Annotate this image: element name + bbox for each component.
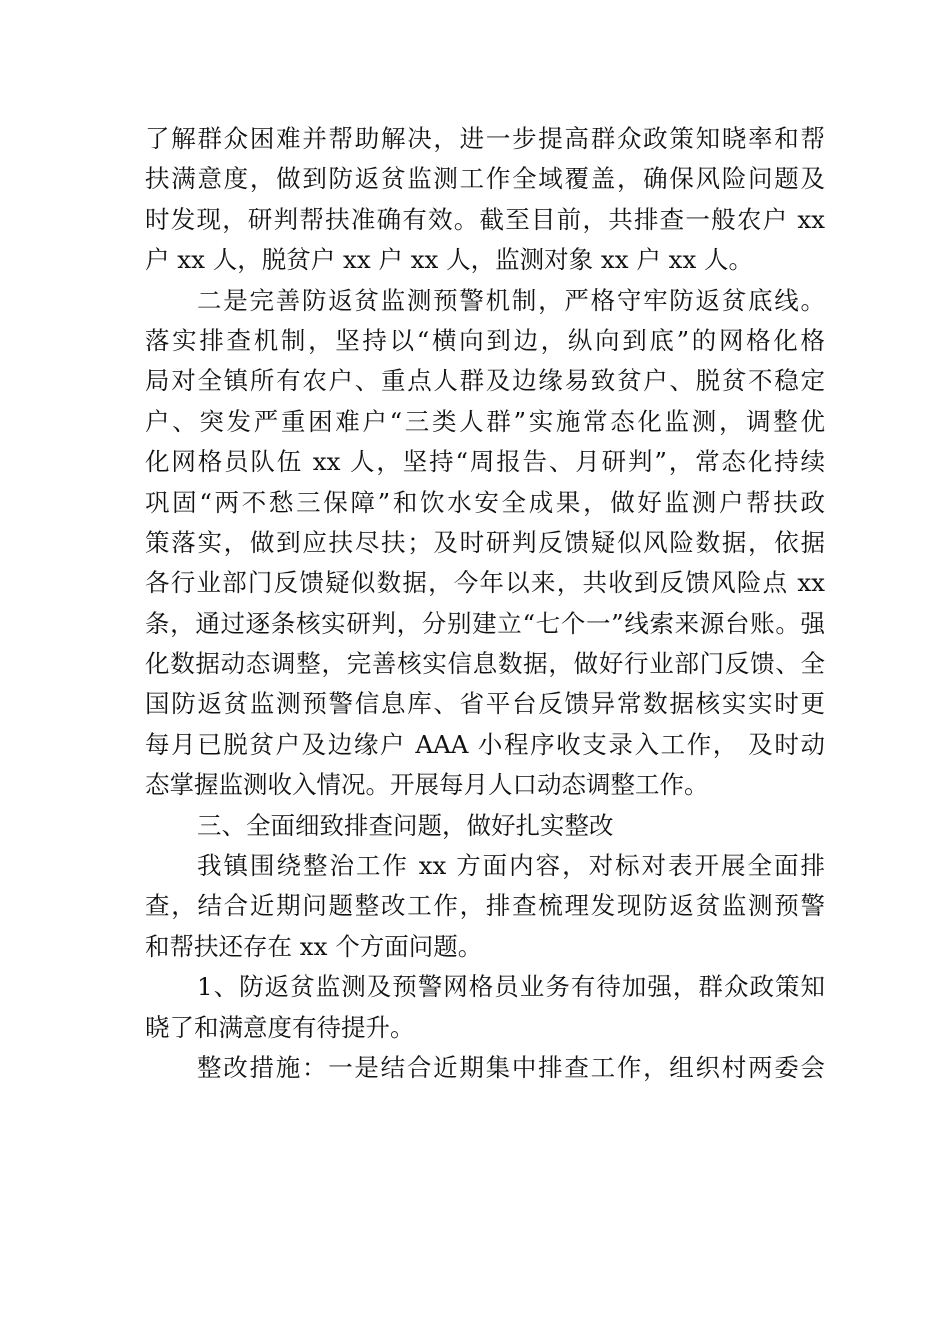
text-line: 1、防返贫监测及预警网格员业务有待加强，群众政策知 bbox=[197, 972, 825, 1002]
text-line: 态掌握监测收入情况。开展每月人口动态调整工作。 bbox=[145, 770, 709, 800]
text-line: 国防返贫监测预警信息库、省平台反馈异常数据核实实时更 bbox=[145, 689, 825, 719]
text-line: 每月已脱贫户及边缘户 AAA 小程序收支录入工作， 及时动 bbox=[145, 729, 825, 759]
document-body bbox=[145, 119, 825, 1088]
text-line: 化数据动态调整，完善核实信息数据，做好行业部门反馈、全 bbox=[145, 649, 825, 679]
text-line: 扶满意度，做到防返贫监测工作全域覆盖，确保风险问题及 bbox=[145, 164, 825, 194]
text-line: 时发现，研判帮扶准确有效。截至目前，共排查一般农户 xx bbox=[145, 204, 825, 234]
text-line: 和帮扶还存在 xx 个方面问题。 bbox=[145, 931, 483, 961]
text-line: 了解群众困难并帮助解决，进一步提高群众政策知晓率和帮 bbox=[145, 124, 825, 153]
text-line: 条，通过逐条核实研判，分别建立“七个一”线索来源台账。强 bbox=[145, 608, 825, 638]
text-line: 户、突发严重困难户“三类人群”实施常态化监测，调整优 bbox=[145, 406, 825, 436]
text-line: 落实排查机制，坚持以“横向到边，纵向到底”的网格化格 bbox=[145, 325, 825, 355]
text-line: 晓了和满意度有待提升。 bbox=[145, 1012, 415, 1042]
text-line: 策落实，做到应扶尽扶；及时研判反馈疑似风险数据，依据 bbox=[145, 527, 825, 557]
text-line: 化网格员队伍 xx 人，坚持“周报告、月研判”，常态化持续 bbox=[145, 447, 825, 477]
text-line: 巩固“两不愁三保障”和饮水安全成果，做好监测户帮扶政 bbox=[145, 487, 825, 517]
text-line: 局对全镇所有农户、重点人群及边缘易致贫户、脱贫不稳定 bbox=[145, 366, 825, 396]
text-line: 各行业部门反馈疑似数据，今年以来，共收到反馈风险点 xx bbox=[145, 568, 825, 598]
text-line: 二是完善防返贫监测预警机制，严格守牢防返贫底线。 bbox=[197, 285, 825, 315]
text-line: 整改措施：一是结合近期集中排查工作，组织村两委会 bbox=[197, 1052, 825, 1082]
text-line: 我镇围绕整治工作 xx 方面内容，对标对表开展全面排 bbox=[197, 851, 825, 881]
text-line: 户 xx 人，脱贫户 xx 户 xx 人，监测对象 xx 户 xx 人。 bbox=[145, 245, 754, 275]
text-line: 查，结合近期问题整改工作，排查梳理发现防返贫监测预警 bbox=[145, 891, 825, 921]
text-line: 三、全面细致排查问题，做好扎实整改 bbox=[197, 810, 614, 840]
